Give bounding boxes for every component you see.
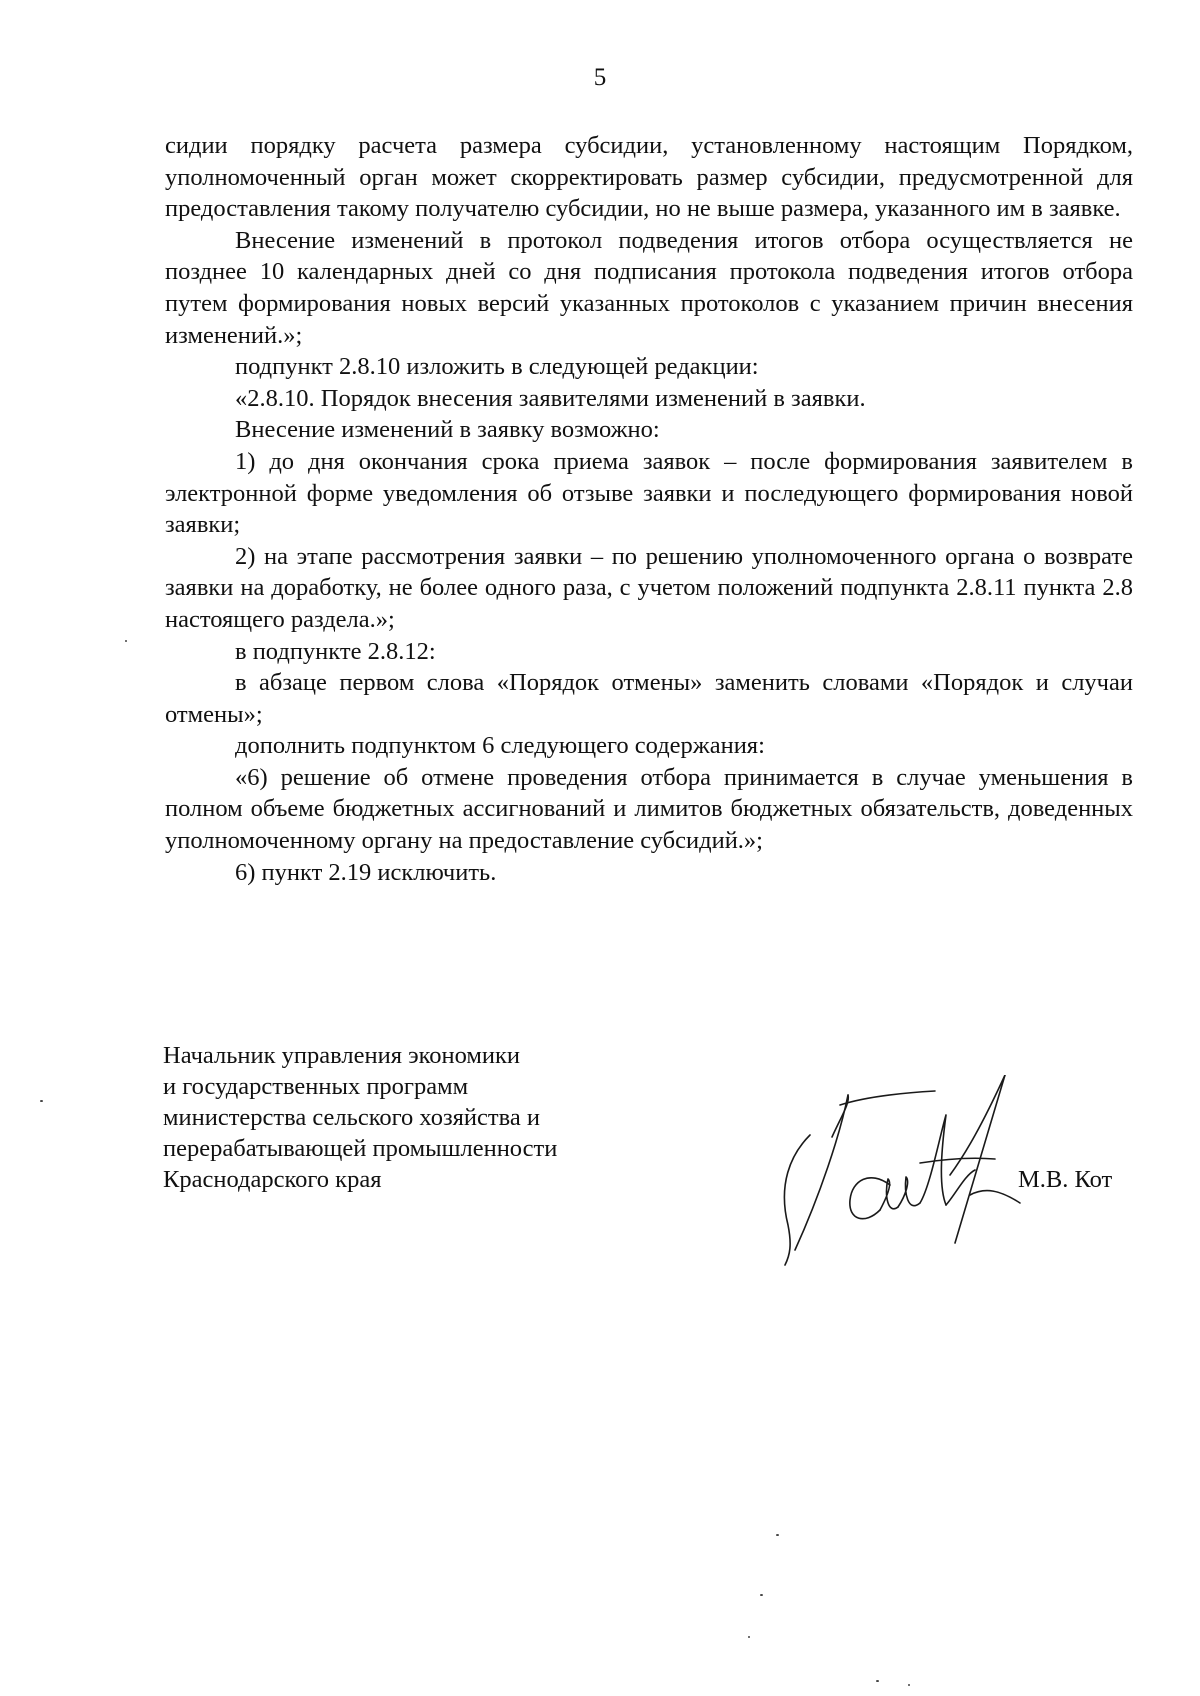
position-line: Краснодарского края	[163, 1166, 382, 1193]
paragraph: дополнить подпунктом 6 следующего содержания:	[235, 732, 765, 760]
scan-speck	[125, 640, 127, 642]
paragraph: 2) на этапе рассмотрения заявки – по решению уполномоченного органа о возврате заявки на доработку, не более одного раза, с учетом положений подпункта 2.8.11 пункта 2.8 настоящего раздела.»;	[165, 542, 1133, 633]
position-line: перерабатывающей промышленности	[163, 1135, 558, 1162]
scan-speck	[760, 1594, 763, 1596]
paragraph: «2.8.10. Порядок внесения заявителями изменений в заявки.	[235, 384, 866, 412]
signatory-position	[163, 1040, 557, 1195]
position-line: Начальник управления экономики	[163, 1042, 521, 1069]
paragraph: Внесение изменений в заявку возможно:	[235, 416, 660, 444]
paragraph: 6) пункт 2.19 исключить.	[235, 858, 497, 886]
page-number: 5	[593, 64, 607, 91]
paragraph: в абзаце первом слова «Порядок отмены» заменить словами «Порядок и случаи отмены»;	[165, 669, 1133, 728]
position-line: министерства сельского хозяйства и	[163, 1104, 540, 1131]
handwritten-signature	[770, 1075, 1030, 1275]
scan-speck	[40, 1100, 43, 1102]
paragraph: в подпункте 2.8.12:	[235, 637, 436, 665]
scan-speck	[776, 1534, 779, 1536]
paragraph: «6) решение об отмене проведения отбора принимается в случае уменьшения в полном объеме бюджетных ассигнований и лимитов бюджетных обязательств, доведенных уполномоченному органу на предоставление субсидий.»;	[165, 763, 1133, 855]
signatory-name: М.В. Кот	[1018, 1166, 1113, 1193]
scan-speck	[876, 1680, 879, 1682]
paragraph: подпункт 2.8.10 изложить в следующей редакции:	[235, 353, 759, 381]
paragraph: сидии порядку расчета размера субсидии, установленному настоящим Порядком, уполномоченный орган может скорректировать размер субсидии, предусмотренной для предоставления такому получателю субсидии, но не выше размера, указанного им в заявке.	[165, 132, 1133, 223]
scan-speck	[748, 1636, 750, 1638]
paragraph: Внесение изменений в протокол подведения итогов отбора осуществляется не позднее 10 календарных дней со дня подписания протокола подведения итогов отбора путем формирования новых версий указанных протоколов с указанием причин внесения изменений.»;	[165, 226, 1133, 349]
document-body	[165, 130, 1133, 888]
scan-speck	[908, 1684, 910, 1686]
paragraph: 1) до дня окончания срока приема заявок – после формирования заявителем в электронной форме уведомления об отзыве заявки и последующего формирования новой заявки;	[165, 447, 1133, 539]
position-line: и государственных программ	[163, 1073, 469, 1100]
